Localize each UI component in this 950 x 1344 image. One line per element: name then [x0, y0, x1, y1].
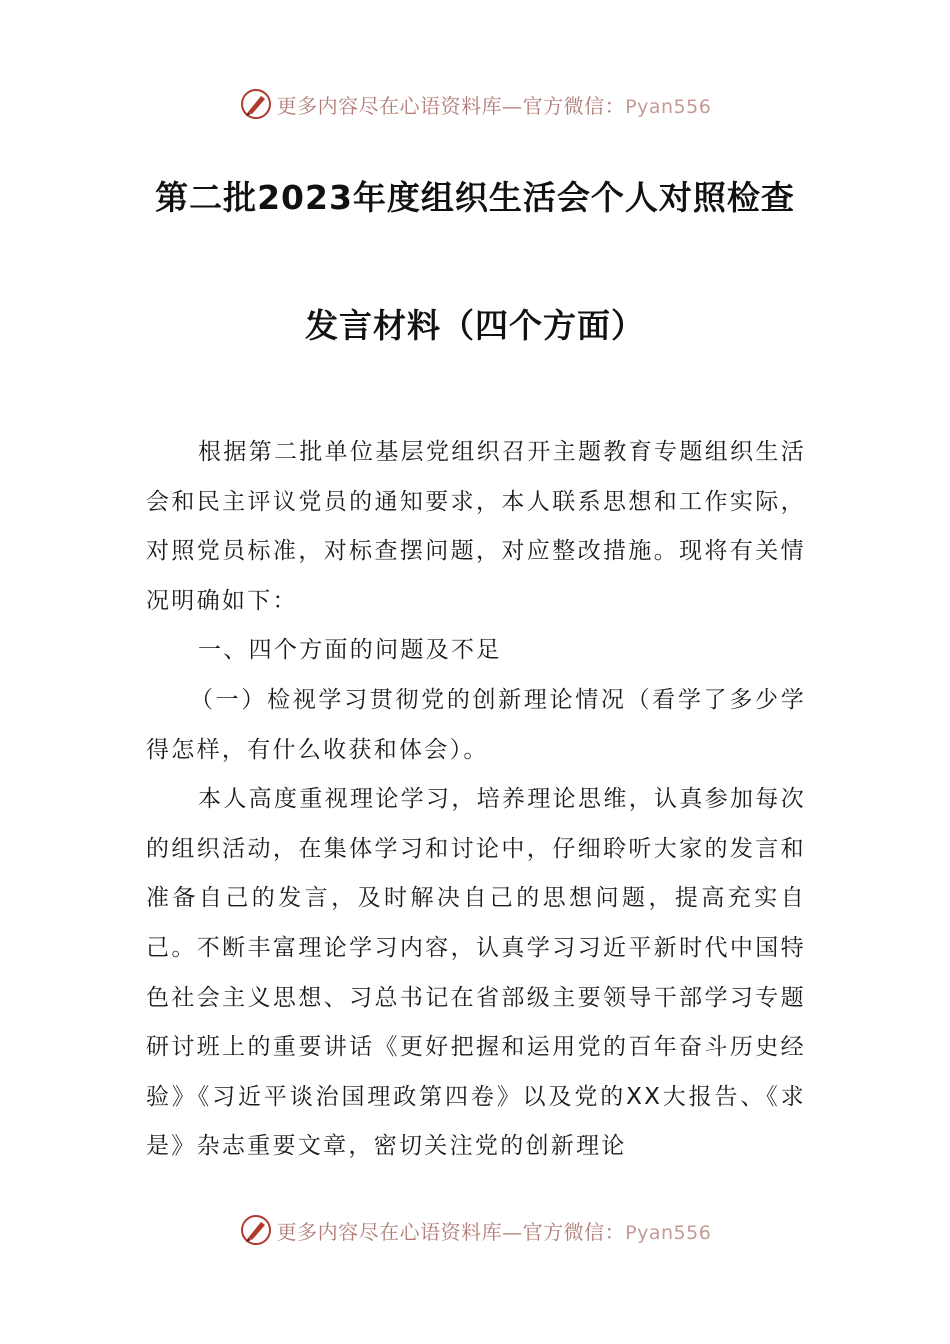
body-paragraph-1: 本人高度重视理论学习，培养理论思维，认真参加每次的组织活动，在集体学习和讨论中，仔细聆听大家的发言和准备自己的发言，及时解决自己的思想问题，提高充实自己。不断丰富理论学习内容，认真学习习近平新时代中国特色社会主义思想、习总书记在省部级主要领导干部学习专题研讨班上的重要讲话《更好把握和运用党的百年奋斗历史经验》《习近平谈治国理政第四卷》以及党的XX大报告、《求是》杂志重要文章，密切关注党的创新理论: [146, 786, 806, 1160]
section-heading-1: 一、四个方面的问题及不足: [198, 637, 502, 664]
wechat-account: Pyan556: [625, 95, 712, 118]
watermark-text: 更多内容尽在心语资料库—官方微信：Pyan556: [276, 1219, 712, 1244]
pen-logo-icon: [239, 87, 273, 121]
document-body: [146, 428, 806, 1172]
header-watermark-banner: [0, 84, 950, 124]
pen-logo-icon: [239, 1213, 273, 1247]
intro-paragraph: 根据第二批单位基层党组织召开主题教育专题组织生活会和民主评议党员的通知要求，本人联系思想和工作实际，对照党员标准，对标查摆问题，对应整改措施。现将有关情况明确如下：: [146, 439, 806, 614]
document-title-line1: 第二批2023年度组织生活会个人对照检查: [155, 178, 795, 217]
footer-watermark-banner: [0, 1210, 950, 1250]
watermark-text: 更多内容尽在心语资料库—官方微信：Pyan556: [276, 93, 712, 118]
wechat-account: Pyan556: [625, 1221, 712, 1244]
subsection-heading-1: （一）检视学习贯彻党的创新理论情况（看学了多少学得怎样，有什么收获和体会）。: [146, 686, 806, 763]
document-title-line2: 发言材料（四个方面）: [305, 306, 645, 345]
